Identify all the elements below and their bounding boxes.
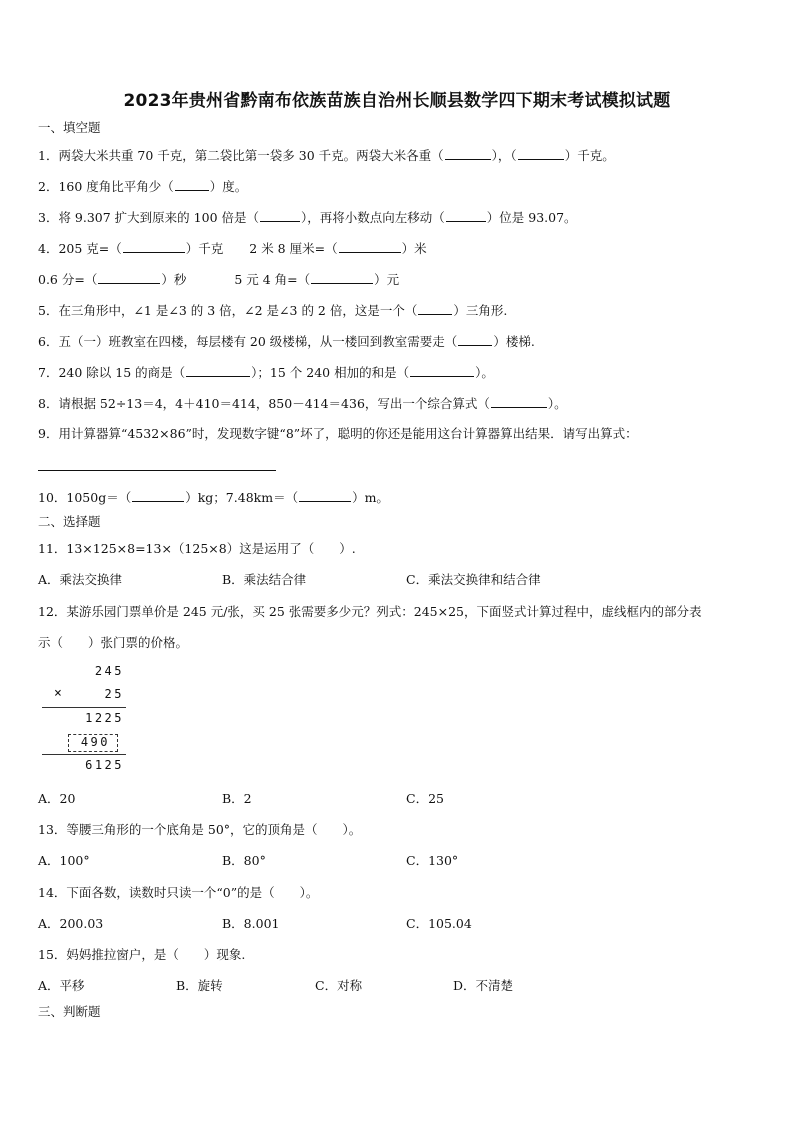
section-judge-heading: 三、判断题 xyxy=(38,1004,101,1019)
partial-product-1: 1225 xyxy=(85,711,124,725)
option-a[interactable]: A．200.03 xyxy=(38,916,104,931)
question-11: 11．13×125×8=13×（125×8）这是运用了（ ）. xyxy=(38,541,356,556)
answer-blank[interactable] xyxy=(260,209,300,222)
option-b[interactable]: B．乘法结合律 xyxy=(222,572,307,587)
answer-blank[interactable] xyxy=(445,147,491,160)
answer-blank[interactable] xyxy=(186,364,250,377)
answer-blank[interactable] xyxy=(123,240,185,253)
multiplicand: 245 xyxy=(94,664,124,678)
product: 6125 xyxy=(85,758,124,772)
question-12-stem-line-2: 示（ ）张门票的价格。 xyxy=(38,635,189,650)
option-c[interactable]: C．乘法交换律和结合律 xyxy=(406,572,541,587)
question-14: 14．下面各数，读数时只读一个“0”的是（ ）。 xyxy=(38,885,319,900)
calc-rule xyxy=(42,707,126,708)
question-4-row-2: 0.6 分=（ ）秒 5 元 4 角=（ ）元 xyxy=(38,272,400,287)
question-8: 8．请根据 52÷13＝4，4＋410＝414，850－414＝436，写出一个综合算式（ ）。 xyxy=(38,396,567,411)
option-a[interactable]: A．乘法交换律 xyxy=(38,572,123,587)
vertical-multiplication xyxy=(40,662,130,777)
section-fill-heading: 一、填空题 xyxy=(38,120,101,135)
section-choice-heading: 二、选择题 xyxy=(38,514,101,529)
answer-blank[interactable] xyxy=(491,395,547,408)
answer-blank[interactable] xyxy=(299,489,351,502)
question-9: 9．用计算器算“4532×86”时，发现数字键“8”坏了，聪明的你还是能用这台计算器算出结果．请写出算式： xyxy=(38,426,638,441)
calc-rule xyxy=(42,754,126,755)
answer-blank[interactable] xyxy=(410,364,474,377)
question-10: 10．1050g＝（ ）kg；7.48km＝（ ）m。 xyxy=(38,490,389,505)
times-sign: × xyxy=(54,686,62,701)
option-c[interactable]: C．25 xyxy=(406,791,444,806)
question-6: 6．五（一）班教室在四楼，每层楼有 20 级楼梯，从一楼回到教室需要走（ ）楼梯. xyxy=(38,334,535,349)
answer-blank[interactable] xyxy=(339,240,401,253)
answer-blank[interactable] xyxy=(175,178,209,191)
question-15: 15．妈妈推拉窗户，是（ ）现象. xyxy=(38,947,246,962)
option-a[interactable]: A．平移 xyxy=(38,978,85,993)
option-b[interactable]: B．8.001 xyxy=(222,916,280,931)
answer-blank[interactable] xyxy=(418,302,452,315)
option-c[interactable]: C．对称 xyxy=(315,978,363,993)
answer-blank[interactable] xyxy=(446,209,486,222)
question-4-row-1: 4．205 克=（ ）千克 2 米 8 厘米=（ ）米 xyxy=(38,241,427,256)
option-a[interactable]: A．100° xyxy=(38,853,90,868)
question-13: 13．等腰三角形的一个底角是 50°，它的顶角是（ ）。 xyxy=(38,822,362,837)
answer-blank[interactable] xyxy=(311,271,373,284)
option-c[interactable]: C．105.04 xyxy=(406,916,472,931)
option-b[interactable]: B．2 xyxy=(222,791,252,806)
question-12-stem-line-1: 12．某游乐园门票单价是 245 元/张，买 25 张需要多少元？列式：245×25，下面竖式计算过程中，虚线框内的部分表 xyxy=(38,604,702,619)
question-1: 1．两袋大米共重 70 千克，第二袋比第一袋多 30 千克。两袋大米各重（ ），（ ）千克。 xyxy=(38,148,615,163)
question-5: 5．在三角形中，∠1 是∠3 的 3 倍，∠2 是∠3 的 2 倍，这是一个（ ）三角形. xyxy=(38,303,508,318)
option-a[interactable]: A．20 xyxy=(38,791,76,806)
answer-blank[interactable] xyxy=(132,489,184,502)
page-title: 2023年贵州省黔南布依族苗族自治州长顺县数学四下期末考试模拟试题 xyxy=(123,91,671,111)
question-3: 3．将 9.307 扩大到原来的 100 倍是（ ），再将小数点向左移动（ ）位是 93.07。 xyxy=(38,210,577,225)
answer-blank[interactable] xyxy=(518,147,564,160)
question-7: 7．240 除以 15 的商是（ ）；15 个 240 相加的和是（ ）。 xyxy=(38,365,494,380)
question-2: 2．160 度角比平角少（ ）度。 xyxy=(38,179,248,194)
option-b[interactable]: B．旋转 xyxy=(176,978,223,993)
option-d[interactable]: D．不清楚 xyxy=(453,978,514,993)
partial-product-2: 490 xyxy=(80,735,110,749)
multiplier: 25 xyxy=(104,687,124,701)
answer-line[interactable] xyxy=(38,470,276,471)
option-c[interactable]: C．130° xyxy=(406,853,459,868)
answer-blank[interactable] xyxy=(458,333,492,346)
answer-blank[interactable] xyxy=(98,271,160,284)
option-b[interactable]: B．80° xyxy=(222,853,266,868)
